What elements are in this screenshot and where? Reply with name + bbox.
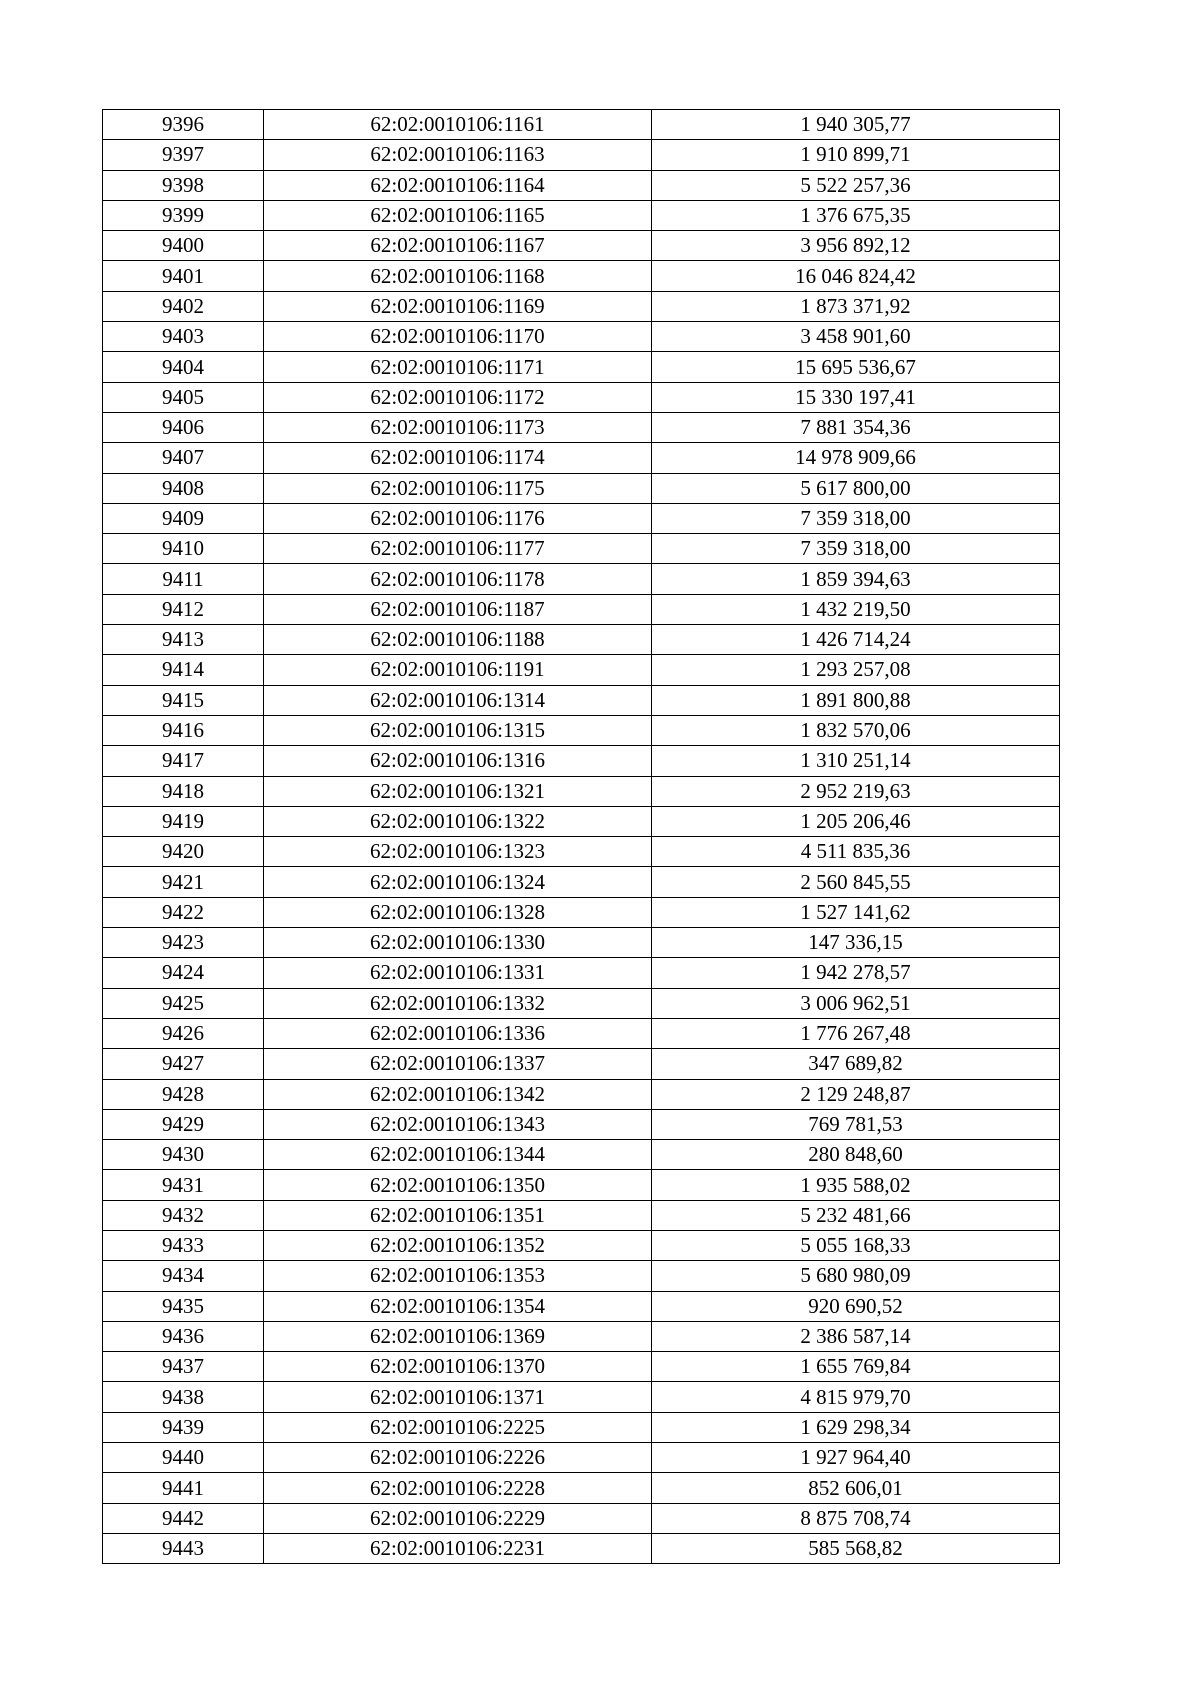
cadastral-number-cell: 62:02:0010106:1323 [264, 837, 652, 867]
table-row [103, 1140, 1060, 1170]
cadastral-value-cell: 1 910 899,71 [652, 140, 1060, 170]
table-row [103, 958, 1060, 988]
table-row [103, 988, 1060, 1018]
cadastral-number-cell: 62:02:0010106:2231 [264, 1533, 652, 1563]
cadastral-value-cell: 1 293 257,08 [652, 655, 1060, 685]
cadastral-number-cell: 62:02:0010106:1353 [264, 1261, 652, 1291]
row-number-cell: 9413 [103, 625, 264, 655]
cadastral-value-cell: 147 336,15 [652, 928, 1060, 958]
row-number-cell: 9438 [103, 1382, 264, 1412]
cadastral-number-cell: 62:02:0010106:2226 [264, 1443, 652, 1473]
row-number-cell: 9437 [103, 1352, 264, 1382]
cadastral-value-cell: 1 376 675,35 [652, 200, 1060, 230]
cadastral-value-cell: 2 386 587,14 [652, 1321, 1060, 1351]
cadastral-value-cell: 1 832 570,06 [652, 715, 1060, 745]
cadastral-value-cell: 15 695 536,67 [652, 352, 1060, 382]
cadastral-value-cell: 1 935 588,02 [652, 1170, 1060, 1200]
table-row [103, 1049, 1060, 1079]
table-row [103, 231, 1060, 261]
cadastral-value-cell: 1 873 371,92 [652, 291, 1060, 321]
row-number-cell: 9405 [103, 382, 264, 412]
row-number-cell: 9425 [103, 988, 264, 1018]
row-number-cell: 9420 [103, 837, 264, 867]
cadastral-number-cell: 62:02:0010106:1163 [264, 140, 652, 170]
table-row [103, 897, 1060, 927]
cadastral-number-cell: 62:02:0010106:1174 [264, 443, 652, 473]
cadastral-number-cell: 62:02:0010106:1188 [264, 625, 652, 655]
cadastral-number-cell: 62:02:0010106:1170 [264, 322, 652, 352]
cadastral-number-cell: 62:02:0010106:2229 [264, 1503, 652, 1533]
cadastral-number-cell: 62:02:0010106:1369 [264, 1321, 652, 1351]
cadastral-number-cell: 62:02:0010106:1314 [264, 685, 652, 715]
row-number-cell: 9424 [103, 958, 264, 988]
row-number-cell: 9397 [103, 140, 264, 170]
cadastral-number-cell: 62:02:0010106:1350 [264, 1170, 652, 1200]
cadastral-value-cell: 7 359 318,00 [652, 534, 1060, 564]
table-row [103, 473, 1060, 503]
table-row [103, 503, 1060, 533]
cadastral-value-cell: 1 927 964,40 [652, 1443, 1060, 1473]
table-row [103, 564, 1060, 594]
cadastral-value-table [102, 109, 1060, 1564]
cadastral-value-cell: 4 815 979,70 [652, 1382, 1060, 1412]
cadastral-value-cell: 1 859 394,63 [652, 564, 1060, 594]
table-row [103, 1079, 1060, 1109]
cadastral-number-cell: 62:02:0010106:1344 [264, 1140, 652, 1170]
cadastral-value-cell: 7 359 318,00 [652, 503, 1060, 533]
row-number-cell: 9440 [103, 1443, 264, 1473]
table-row [103, 1291, 1060, 1321]
row-number-cell: 9412 [103, 594, 264, 624]
table-row [103, 1443, 1060, 1473]
row-number-cell: 9400 [103, 231, 264, 261]
cadastral-value-cell: 8 875 708,74 [652, 1503, 1060, 1533]
row-number-cell: 9436 [103, 1321, 264, 1351]
cadastral-value-cell: 920 690,52 [652, 1291, 1060, 1321]
table-row [103, 685, 1060, 715]
table-row [103, 1503, 1060, 1533]
row-number-cell: 9403 [103, 322, 264, 352]
table-row [103, 1352, 1060, 1382]
cadastral-number-cell: 62:02:0010106:1321 [264, 776, 652, 806]
table-row [103, 443, 1060, 473]
cadastral-number-cell: 62:02:0010106:1343 [264, 1109, 652, 1139]
cadastral-value-cell: 16 046 824,42 [652, 261, 1060, 291]
table-row [103, 110, 1060, 140]
cadastral-number-cell: 62:02:0010106:1330 [264, 928, 652, 958]
table-row [103, 1170, 1060, 1200]
cadastral-number-cell: 62:02:0010106:1337 [264, 1049, 652, 1079]
row-number-cell: 9416 [103, 715, 264, 745]
table-row [103, 322, 1060, 352]
cadastral-number-cell: 62:02:0010106:1324 [264, 867, 652, 897]
cadastral-value-cell: 1 776 267,48 [652, 1018, 1060, 1048]
row-number-cell: 9442 [103, 1503, 264, 1533]
table-row [103, 806, 1060, 836]
table-body [103, 110, 1060, 1564]
row-number-cell: 9435 [103, 1291, 264, 1321]
cadastral-value-cell: 1 629 298,34 [652, 1412, 1060, 1442]
cadastral-number-cell: 62:02:0010106:2225 [264, 1412, 652, 1442]
cadastral-value-cell: 852 606,01 [652, 1473, 1060, 1503]
cadastral-number-cell: 62:02:0010106:1178 [264, 564, 652, 594]
cadastral-value-cell: 4 511 835,36 [652, 837, 1060, 867]
cadastral-number-cell: 62:02:0010106:1328 [264, 897, 652, 927]
table-row [103, 1382, 1060, 1412]
cadastral-number-cell: 62:02:0010106:1161 [264, 110, 652, 140]
row-number-cell: 9407 [103, 443, 264, 473]
row-number-cell: 9430 [103, 1140, 264, 1170]
cadastral-number-cell: 62:02:0010106:1187 [264, 594, 652, 624]
table-row [103, 1230, 1060, 1260]
row-number-cell: 9410 [103, 534, 264, 564]
row-number-cell: 9439 [103, 1412, 264, 1442]
row-number-cell: 9423 [103, 928, 264, 958]
cadastral-value-cell: 280 848,60 [652, 1140, 1060, 1170]
row-number-cell: 9408 [103, 473, 264, 503]
row-number-cell: 9414 [103, 655, 264, 685]
cadastral-value-cell: 3 956 892,12 [652, 231, 1060, 261]
row-number-cell: 9434 [103, 1261, 264, 1291]
cadastral-number-cell: 62:02:0010106:1165 [264, 200, 652, 230]
table-row [103, 625, 1060, 655]
cadastral-value-cell: 769 781,53 [652, 1109, 1060, 1139]
cadastral-number-cell: 62:02:0010106:1370 [264, 1352, 652, 1382]
cadastral-number-cell: 62:02:0010106:1173 [264, 412, 652, 442]
row-number-cell: 9409 [103, 503, 264, 533]
cadastral-number-cell: 62:02:0010106:1175 [264, 473, 652, 503]
table-row [103, 776, 1060, 806]
cadastral-number-cell: 62:02:0010106:1167 [264, 231, 652, 261]
row-number-cell: 9421 [103, 867, 264, 897]
cadastral-value-cell: 1 940 305,77 [652, 110, 1060, 140]
row-number-cell: 9404 [103, 352, 264, 382]
table-row [103, 412, 1060, 442]
row-number-cell: 9399 [103, 200, 264, 230]
cadastral-number-cell: 62:02:0010106:2228 [264, 1473, 652, 1503]
cadastral-number-cell: 62:02:0010106:1371 [264, 1382, 652, 1412]
table-row [103, 837, 1060, 867]
table-row [103, 746, 1060, 776]
cadastral-value-cell: 1 205 206,46 [652, 806, 1060, 836]
cadastral-number-cell: 62:02:0010106:1352 [264, 1230, 652, 1260]
cadastral-number-cell: 62:02:0010106:1168 [264, 261, 652, 291]
row-number-cell: 9396 [103, 110, 264, 140]
table-row [103, 1533, 1060, 1563]
cadastral-number-cell: 62:02:0010106:1331 [264, 958, 652, 988]
cadastral-number-cell: 62:02:0010106:1351 [264, 1200, 652, 1230]
row-number-cell: 9426 [103, 1018, 264, 1048]
cadastral-number-cell: 62:02:0010106:1316 [264, 746, 652, 776]
cadastral-value-cell: 1 310 251,14 [652, 746, 1060, 776]
cadastral-number-cell: 62:02:0010106:1332 [264, 988, 652, 1018]
cadastral-value-cell: 1 942 278,57 [652, 958, 1060, 988]
cadastral-number-cell: 62:02:0010106:1342 [264, 1079, 652, 1109]
table-row [103, 261, 1060, 291]
table-row [103, 352, 1060, 382]
row-number-cell: 9427 [103, 1049, 264, 1079]
cadastral-value-cell: 5 232 481,66 [652, 1200, 1060, 1230]
cadastral-value-cell: 1 891 800,88 [652, 685, 1060, 715]
table-row [103, 1200, 1060, 1230]
table-row [103, 291, 1060, 321]
row-number-cell: 9419 [103, 806, 264, 836]
table-row [103, 1321, 1060, 1351]
cadastral-number-cell: 62:02:0010106:1169 [264, 291, 652, 321]
cadastral-number-cell: 62:02:0010106:1172 [264, 382, 652, 412]
row-number-cell: 9398 [103, 170, 264, 200]
cadastral-value-cell: 3 458 901,60 [652, 322, 1060, 352]
row-number-cell: 9432 [103, 1200, 264, 1230]
row-number-cell: 9411 [103, 564, 264, 594]
cadastral-number-cell: 62:02:0010106:1315 [264, 715, 652, 745]
cadastral-value-cell: 585 568,82 [652, 1533, 1060, 1563]
table-row [103, 1109, 1060, 1139]
cadastral-number-cell: 62:02:0010106:1354 [264, 1291, 652, 1321]
cadastral-value-cell: 2 129 248,87 [652, 1079, 1060, 1109]
cadastral-value-cell: 347 689,82 [652, 1049, 1060, 1079]
cadastral-number-cell: 62:02:0010106:1322 [264, 806, 652, 836]
table-row [103, 594, 1060, 624]
cadastral-value-cell: 15 330 197,41 [652, 382, 1060, 412]
cadastral-value-cell: 1 655 769,84 [652, 1352, 1060, 1382]
table-row [103, 382, 1060, 412]
table-row [103, 928, 1060, 958]
row-number-cell: 9428 [103, 1079, 264, 1109]
table-row [103, 1473, 1060, 1503]
table-row [103, 1018, 1060, 1048]
cadastral-value-cell: 1 432 219,50 [652, 594, 1060, 624]
table-row [103, 1261, 1060, 1291]
row-number-cell: 9431 [103, 1170, 264, 1200]
row-number-cell: 9402 [103, 291, 264, 321]
row-number-cell: 9429 [103, 1109, 264, 1139]
row-number-cell: 9433 [103, 1230, 264, 1260]
cadastral-number-cell: 62:02:0010106:1176 [264, 503, 652, 533]
table-row [103, 867, 1060, 897]
row-number-cell: 9406 [103, 412, 264, 442]
cadastral-value-cell: 5 680 980,09 [652, 1261, 1060, 1291]
row-number-cell: 9422 [103, 897, 264, 927]
table-row [103, 140, 1060, 170]
table-row [103, 534, 1060, 564]
table-row [103, 170, 1060, 200]
table-row [103, 655, 1060, 685]
table-row [103, 1412, 1060, 1442]
row-number-cell: 9441 [103, 1473, 264, 1503]
row-number-cell: 9417 [103, 746, 264, 776]
row-number-cell: 9418 [103, 776, 264, 806]
table-row [103, 715, 1060, 745]
cadastral-value-cell: 1 527 141,62 [652, 897, 1060, 927]
cadastral-number-cell: 62:02:0010106:1191 [264, 655, 652, 685]
cadastral-value-cell: 2 560 845,55 [652, 867, 1060, 897]
cadastral-value-cell: 1 426 714,24 [652, 625, 1060, 655]
cadastral-number-cell: 62:02:0010106:1171 [264, 352, 652, 382]
row-number-cell: 9415 [103, 685, 264, 715]
cadastral-value-cell: 3 006 962,51 [652, 988, 1060, 1018]
row-number-cell: 9401 [103, 261, 264, 291]
cadastral-number-cell: 62:02:0010106:1177 [264, 534, 652, 564]
cadastral-number-cell: 62:02:0010106:1164 [264, 170, 652, 200]
table-row [103, 200, 1060, 230]
cadastral-value-cell: 5 055 168,33 [652, 1230, 1060, 1260]
cadastral-value-cell: 7 881 354,36 [652, 412, 1060, 442]
cadastral-value-cell: 5 617 800,00 [652, 473, 1060, 503]
cadastral-number-cell: 62:02:0010106:1336 [264, 1018, 652, 1048]
row-number-cell: 9443 [103, 1533, 264, 1563]
cadastral-value-cell: 2 952 219,63 [652, 776, 1060, 806]
cadastral-value-cell: 14 978 909,66 [652, 443, 1060, 473]
cadastral-value-cell: 5 522 257,36 [652, 170, 1060, 200]
